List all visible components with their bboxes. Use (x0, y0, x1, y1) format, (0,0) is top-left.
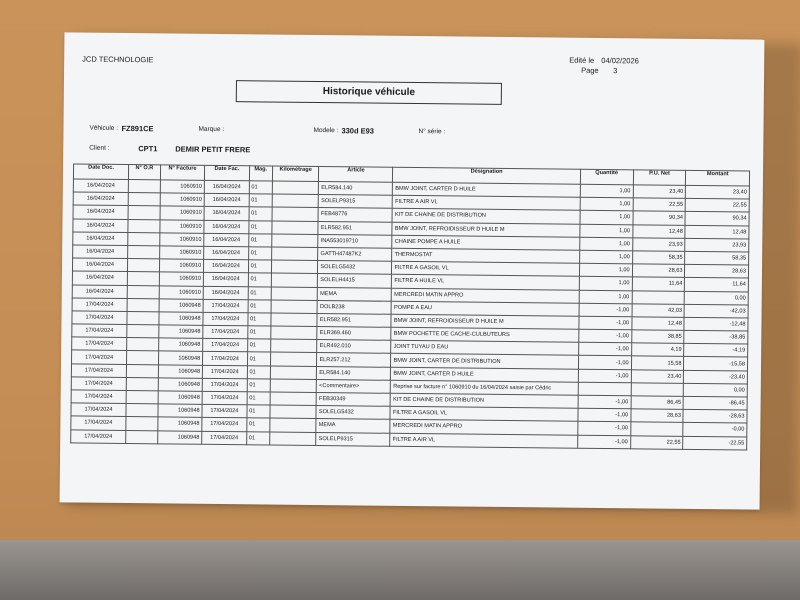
column-header-date-doc: Date Doc. (73, 164, 128, 180)
cell-article: ELR257.212 (317, 353, 391, 367)
cell-invoice-number: 1060910 (159, 272, 204, 286)
cell-or-number (126, 364, 158, 378)
cell-amount: 22,55 (686, 199, 750, 213)
cell-store: 01 (247, 339, 270, 352)
table-body (71, 179, 750, 450)
cell-quantity: -1,00 (578, 369, 631, 383)
cell-invoice-date: 17/04/2024 (203, 352, 248, 366)
cell-designation: BMW JOINT, REFROIDISSEUR D HUILE M (392, 222, 579, 237)
cell-amount: -12,48 (684, 317, 748, 331)
cell-date-doc: 17/04/2024 (72, 337, 127, 351)
cell-mileage (270, 366, 317, 380)
cell-store: 01 (248, 220, 271, 233)
cell-quantity: -1,00 (578, 342, 631, 356)
cell-unit-price: 11,64 (632, 277, 685, 291)
cell-mileage (270, 352, 317, 366)
cell-designation: POMPE A EAU (391, 301, 578, 316)
cell-amount: -28,63 (683, 410, 747, 424)
document-title: Historique véhicule (236, 80, 502, 105)
cell-article: MEMA (316, 419, 390, 433)
cell-invoice-number: 1060910 (159, 246, 204, 260)
column-header-unit-price: P.U. Net (633, 170, 686, 186)
cell-invoice-number: 1060948 (157, 430, 202, 444)
cell-invoice-date: 16/04/2024 (204, 233, 249, 247)
cell-invoice-number: 1060948 (158, 391, 203, 405)
cell-quantity (578, 382, 631, 396)
cell-invoice-date: 17/04/2024 (202, 404, 247, 418)
cell-invoice-date: 16/04/2024 (203, 273, 248, 287)
cell-mileage (272, 181, 319, 195)
cell-or-number (127, 311, 159, 325)
cell-unit-price: 22,55 (630, 435, 683, 449)
cell-store: 01 (247, 392, 270, 405)
cell-mileage (270, 339, 317, 353)
cell-unit-price: 23,93 (632, 238, 685, 252)
column-header-designation: Désignation (393, 167, 580, 184)
column-header-article: Article (319, 167, 393, 183)
cell-amount: 12,48 (685, 225, 749, 239)
cell-amount: -22,55 (683, 436, 747, 450)
cell-mileage (270, 392, 317, 406)
cell-invoice-date: 17/04/2024 (203, 339, 248, 353)
cell-invoice-number: 1060948 (159, 325, 204, 339)
cell-store: 01 (248, 260, 271, 273)
cell-store: 01 (248, 299, 271, 312)
cell-or-number (127, 259, 159, 273)
cell-date-doc: 16/04/2024 (73, 245, 128, 259)
cell-invoice-date: 16/04/2024 (204, 180, 249, 194)
cell-invoice-number: 1060948 (158, 404, 203, 418)
cell-designation: CHAINE POMPE A HUILE (392, 235, 579, 250)
document-sheet (60, 32, 765, 509)
client-code: CPT1 (138, 144, 158, 154)
cell-mileage (272, 207, 319, 221)
cell-amount: 23,40 (686, 185, 750, 199)
column-header-quantity: Quantité (580, 169, 633, 185)
column-header-invoice-number: N° Facture (160, 165, 205, 180)
cell-mileage (271, 287, 318, 301)
cell-date-doc: 17/04/2024 (72, 298, 127, 312)
cell-designation: MERCREDI MATIN APPRO (390, 420, 577, 435)
cell-invoice-date: 17/04/2024 (202, 378, 247, 392)
cell-article: SOLELP9315 (319, 195, 393, 209)
cell-article: <Commentaire> (317, 379, 391, 393)
cell-or-number (127, 338, 159, 352)
cell-or-number (127, 325, 159, 339)
page-number: 3 (613, 66, 618, 76)
cell-designation: BMW JOINT, CARTER DE DISTRIBUTION (391, 354, 578, 369)
cell-invoice-number: 1060910 (160, 180, 205, 194)
cell-unit-price: 42,03 (632, 303, 685, 317)
cell-quantity: -1,00 (577, 435, 630, 449)
cell-unit-price: 22,55 (633, 198, 686, 212)
cell-mileage (272, 194, 319, 208)
cell-invoice-number: 1060948 (158, 364, 203, 378)
cell-quantity: 1,00 (580, 184, 633, 198)
cell-amount: -23,40 (684, 370, 748, 384)
cell-mileage (270, 418, 317, 432)
cell-article: ELR582.951 (318, 221, 392, 235)
cell-unit-price: 4,19 (631, 343, 684, 357)
cell-amount: -42,03 (684, 304, 748, 318)
cell-or-number (128, 193, 160, 207)
cell-amount: -4,19 (684, 344, 748, 358)
cell-invoice-number: 1060910 (159, 233, 204, 247)
cell-quantity: 1,00 (579, 277, 632, 291)
cell-designation: KIT DE CHAINE DE DISTRIBUTION (392, 209, 579, 224)
cell-article: MEMA (318, 287, 392, 301)
cell-article: ELR584.140 (317, 366, 391, 380)
cell-mileage (271, 247, 318, 261)
cell-designation: FILTRE A AIR VL (390, 433, 577, 448)
cell-or-number (126, 404, 158, 418)
cell-unit-price: 28,63 (630, 409, 683, 423)
cell-amount: -86,45 (684, 396, 748, 410)
cell-quantity: -1,00 (578, 329, 631, 343)
cell-or-number (127, 285, 159, 299)
cell-quantity: 1,00 (580, 197, 633, 211)
cell-date-doc: 17/04/2024 (71, 429, 126, 443)
cell-store: 01 (247, 365, 270, 378)
cell-designation: FILTRE A GASOIL VL (392, 261, 579, 276)
cell-designation: JOINT TUYAU D EAU (391, 341, 578, 356)
cell-mileage (271, 273, 318, 287)
column-header-or-number: N° O.R (128, 165, 160, 180)
cell-invoice-date: 16/04/2024 (204, 194, 249, 208)
cell-unit-price (632, 290, 685, 304)
cell-quantity: 1,00 (579, 290, 632, 304)
cell-invoice-date: 17/04/2024 (203, 365, 248, 379)
cell-store: 01 (248, 247, 271, 260)
cell-or-number (126, 391, 158, 405)
company-name: JCD TECHNOLOGIE (82, 54, 154, 65)
column-header-amount: Montant (686, 170, 750, 186)
cell-designation: BMW POCHETTE DE CACHE-CULBUTEURS (391, 327, 578, 342)
cell-designation: BMW JOINT, REFROIDISSEUR D HUILE M (391, 314, 578, 329)
cell-store: 01 (248, 273, 271, 286)
cell-article: ELR582.951 (317, 313, 391, 327)
cell-date-doc: 17/04/2024 (71, 416, 126, 430)
cell-quantity: 1,00 (580, 224, 633, 238)
cell-designation: FILTRE A AIR VL (393, 195, 580, 210)
cell-article: FEB30349 (316, 393, 390, 407)
cell-or-number (126, 417, 158, 431)
cell-quantity: -1,00 (579, 316, 632, 330)
cell-designation: MERCREDI MATIN APPRO (392, 288, 579, 303)
client-label: Client : (89, 144, 110, 152)
cell-date-doc: 16/04/2024 (72, 258, 127, 272)
cell-article: SOLELG5432 (316, 406, 390, 420)
cell-mileage (271, 313, 318, 327)
cell-or-number (127, 272, 159, 286)
cell-store: 01 (248, 286, 271, 299)
cell-quantity: -1,00 (578, 408, 631, 422)
cell-invoice-number: 1060948 (158, 378, 203, 392)
cell-designation: FILTRE A GASOIL VL (390, 406, 577, 421)
cell-invoice-date: 17/04/2024 (203, 312, 248, 326)
column-header-invoice-date: Date Fac. (205, 165, 250, 180)
cell-amount: -0,00 (683, 423, 747, 437)
client-name: DEMIR PETIT FRERE (175, 144, 251, 155)
cell-quantity: 1,00 (579, 263, 632, 277)
cell-invoice-number: 1060910 (159, 259, 204, 273)
cell-article: ELR369.460 (317, 327, 391, 341)
cell-mileage (270, 379, 317, 393)
cell-amount: 0,00 (684, 383, 748, 397)
brand-label: Marque : (198, 125, 225, 134)
cell-store: 01 (247, 326, 270, 339)
cell-invoice-number: 1060910 (159, 285, 204, 299)
cell-invoice-date: 16/04/2024 (204, 207, 249, 221)
cell-or-number (128, 232, 160, 246)
cell-article: SOLELP9315 (316, 432, 390, 446)
cell-date-doc: 17/04/2024 (71, 364, 126, 378)
cell-unit-price (630, 422, 683, 436)
cell-designation: BMW JOINT, CARTER D HUILE (393, 182, 580, 197)
cell-invoice-number: 1060910 (160, 193, 205, 207)
cell-article: FEB48776 (318, 208, 392, 222)
cell-amount: 0,00 (685, 291, 749, 305)
cell-date-doc: 17/04/2024 (71, 390, 126, 404)
column-header-mileage: Kilométrage (272, 166, 319, 181)
cell-date-doc: 16/04/2024 (73, 232, 128, 246)
cell-store: 01 (249, 194, 272, 207)
cell-article: SOLELH4415 (318, 274, 392, 288)
cell-quantity: -1,00 (578, 395, 631, 409)
cell-unit-price (631, 383, 684, 397)
cell-invoice-number: 1060948 (159, 312, 204, 326)
edited-label: Edité le (569, 55, 595, 65)
cell-or-number (128, 219, 160, 233)
vehicle-label: Véhicule : (89, 124, 119, 132)
cell-invoice-number: 1060948 (158, 351, 203, 365)
cell-invoice-date: 16/04/2024 (204, 246, 249, 260)
cell-date-doc: 17/04/2024 (72, 350, 127, 364)
cell-quantity: 1,00 (580, 211, 633, 225)
cell-invoice-date: 16/04/2024 (203, 286, 248, 300)
cell-store: 01 (247, 313, 270, 326)
edited-date: 04/02/2026 (601, 55, 639, 66)
cell-article: DOLB238 (317, 300, 391, 314)
cell-store: 01 (248, 234, 271, 247)
cell-date-doc: 17/04/2024 (72, 311, 127, 325)
floor-background (0, 540, 800, 600)
cell-or-number (127, 298, 159, 312)
cell-or-number (126, 430, 158, 444)
model-value: 330d E93 (341, 126, 375, 136)
cell-invoice-date: 16/04/2024 (204, 259, 249, 273)
cell-store: 01 (249, 207, 272, 220)
cell-mileage (272, 221, 319, 235)
cell-amount: -15,58 (684, 357, 748, 371)
model-label: Modele : (313, 126, 339, 135)
cell-mileage (272, 234, 319, 248)
cell-designation: Reprise sur facture n° 1060910 du 16/04/2024 saisie par Cédric (391, 380, 578, 395)
cell-invoice-number: 1060910 (160, 219, 205, 233)
cell-invoice-date: 17/04/2024 (202, 391, 247, 405)
cell-article: ELR584.140 (319, 182, 393, 196)
cell-mileage (271, 326, 318, 340)
cell-invoice-date: 17/04/2024 (203, 299, 248, 313)
cell-store: 01 (249, 181, 272, 194)
cell-amount: 23,93 (685, 238, 749, 252)
cell-mileage (270, 405, 317, 419)
cell-store: 01 (247, 379, 270, 392)
cell-unit-price: 38,85 (631, 330, 684, 344)
serial-label: N° série : (418, 128, 446, 136)
cell-unit-price: 58,35 (632, 251, 685, 265)
cell-invoice-date: 17/04/2024 (203, 325, 248, 339)
cell-or-number (126, 377, 158, 391)
cell-or-number (127, 351, 159, 365)
cell-or-number (128, 245, 160, 259)
cell-amount: 90,34 (685, 212, 749, 226)
cell-date-doc: 16/04/2024 (72, 284, 127, 298)
edit-info (569, 56, 639, 77)
page-label: Page (581, 65, 599, 75)
cell-article: ELR492.010 (317, 340, 391, 354)
cell-invoice-date: 17/04/2024 (202, 431, 247, 445)
cell-unit-price: 12,48 (631, 317, 684, 331)
cell-unit-price: 23,40 (633, 185, 686, 199)
cell-date-doc: 16/04/2024 (72, 271, 127, 285)
cell-mileage (271, 260, 318, 274)
cell-invoice-number: 1060948 (158, 417, 203, 431)
cell-date-doc: 16/04/2024 (73, 179, 128, 193)
cell-unit-price: 15,58 (631, 356, 684, 370)
cell-date-doc: 16/04/2024 (73, 219, 128, 233)
cell-quantity: 1,00 (579, 250, 632, 264)
cell-designation: FILTRE A HUILE VL (392, 275, 579, 290)
cell-date-doc: 17/04/2024 (71, 403, 126, 417)
cell-invoice-date: 16/04/2024 (204, 220, 249, 234)
cell-designation: THERMOSTAT (392, 248, 579, 263)
cell-unit-price: 28,63 (632, 264, 685, 278)
cell-amount: -38,85 (684, 330, 748, 344)
cell-store: 01 (246, 431, 269, 444)
cell-store: 01 (246, 418, 269, 431)
cell-store: 01 (247, 352, 270, 365)
cell-invoice-date: 17/04/2024 (202, 418, 247, 432)
cell-quantity: -1,00 (577, 422, 630, 436)
cell-store: 01 (247, 405, 270, 418)
cell-invoice-number: 1060948 (159, 299, 204, 313)
cell-unit-price: 90,34 (633, 211, 686, 225)
history-table (70, 163, 750, 450)
cell-designation: BMW JOINT, CARTER D HUILE (391, 367, 578, 382)
cell-mileage (271, 300, 318, 314)
cell-quantity: 1,00 (579, 237, 632, 251)
cell-invoice-number: 1060910 (160, 206, 205, 220)
cell-date-doc: 16/04/2024 (73, 205, 128, 219)
cell-amount: 28,63 (685, 264, 749, 278)
cell-amount: 58,35 (685, 251, 749, 265)
cell-date-doc: 17/04/2024 (71, 377, 126, 391)
cell-invoice-number: 1060948 (158, 338, 203, 352)
cell-designation: KIT DE CHAINE DE DISTRIBUTION (391, 393, 578, 408)
cell-date-doc: 17/04/2024 (72, 324, 127, 338)
cell-quantity: -1,00 (578, 356, 631, 370)
cell-amount: 11,64 (685, 278, 749, 292)
cell-quantity: -1,00 (579, 303, 632, 317)
cell-or-number (128, 180, 160, 194)
cell-article: GATTH47487K2 (318, 247, 392, 261)
cell-unit-price: 12,48 (632, 224, 685, 238)
column-header-store: Mag. (249, 166, 272, 181)
cell-article: SOLELG5432 (318, 261, 392, 275)
cell-mileage (270, 432, 317, 446)
vehicle-plate: FZ891CE (121, 123, 154, 134)
cell-unit-price: 23,40 (631, 369, 684, 383)
cell-article: INA553019710 (318, 234, 392, 248)
cell-date-doc: 16/04/2024 (73, 192, 128, 206)
cell-or-number (128, 206, 160, 220)
cell-unit-price: 86,45 (631, 396, 684, 410)
